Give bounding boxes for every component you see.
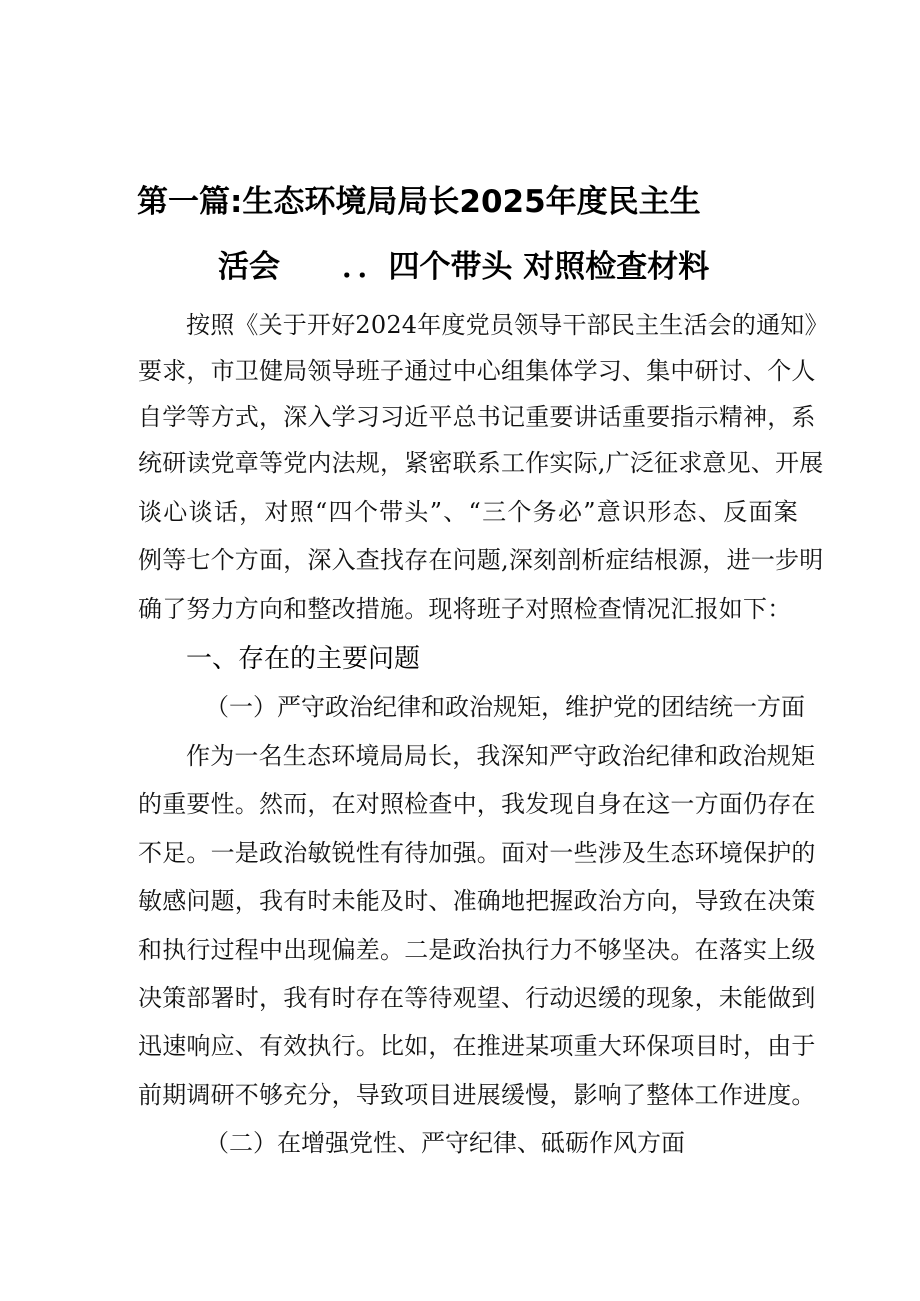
subsection-paragraph-line: 和执行过程中出现偏差。二是政治执行力不够坚决。在落实上级: [138, 936, 816, 964]
section-heading: 一、存在的主要问题: [186, 644, 421, 674]
subsection-paragraph-line: 不足。一是政治敏锐性有待加强。面对一些涉及生态环境保护的: [138, 839, 816, 867]
intro-paragraph-line: 按照《关于开好2024年度党员领导干部民主生活会的通知》: [186, 311, 829, 339]
subsection-heading: （一）严守政治纪律和政治规矩，维护党的团结统一方面: [205, 693, 805, 721]
subsection-paragraph-line: 迅速响应、有效执行。比如，在推进某项重大环保项目时，由于: [138, 1032, 816, 1060]
intro-paragraph-line: 确了努力方向和整改措施。现将班子对照检查情况汇报如下：: [138, 595, 792, 623]
subsection-paragraph-line: 决策部署时，我有时存在等待观望、行动迟缓的现象，未能做到: [138, 984, 816, 1012]
document-title-line-1: 第一篇:生态环境局局长2025年度民主生: [137, 184, 701, 220]
subsection-paragraph-line: 敏感问题，我有时未能及时、准确地把握政治方向，导致在决策: [138, 887, 816, 915]
intro-paragraph-line: 统研读党章等党内法规，紧密联系工作实际,广泛征求意见、开展: [138, 449, 824, 477]
intro-paragraph-line: 谈心谈话，对照“四个带头”、“三个务必”意识形态、反面案: [138, 498, 798, 526]
intro-paragraph-line: 要求，市卫健局领导班子通过中心组集体学习、集中研讨、个人: [138, 357, 816, 385]
intro-paragraph-line: 例等七个方面，深入查找存在问题,深刻剖析症结根源，进一步明: [138, 546, 824, 574]
document-title-line-2: 活会 ．．四个带头 对照检查材料: [218, 249, 710, 285]
subsection-paragraph-line: 前期调研不够充分，导致项目进展缓慢，影响了整体工作进度。: [138, 1081, 816, 1109]
subsection-paragraph-line: 的重要性。然而，在对照检查中，我发现自身在这一方面仍存在: [138, 790, 816, 818]
subsection-heading: （二）在增强党性、严守纪律、砥砺作风方面: [205, 1129, 685, 1157]
subsection-paragraph-line: 作为一名生态环境局局长，我深知严守政治纪律和政治规矩: [186, 742, 816, 770]
intro-paragraph-line: 自学等方式，深入学习习近平总书记重要讲话重要指示精神，系: [138, 403, 816, 431]
